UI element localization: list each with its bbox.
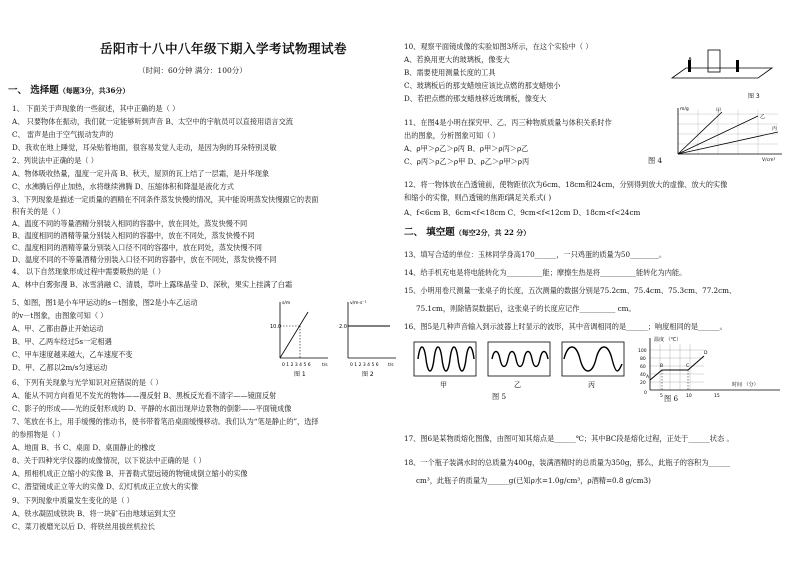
q10-stem: 10、观察平面镜成像的实验如图3所示，在这个实验中（ ） (404, 42, 593, 51)
q11-option: C、ρ丙＞ρ乙＞ρ甲 D、ρ乙＞ρ甲＞ρ丙 (404, 157, 530, 166)
q1-option: A、 只要物体在振动，我们就一定能够听到声音 B、太空中的宇航员可以直接用语言交流 (12, 117, 293, 126)
q3-option: A、温度不同的等量酒精分别装入相同的容器中，放在同处，蒸发快慢不同 (12, 219, 248, 228)
flame-icon (689, 58, 691, 61)
melting-curve (650, 356, 704, 380)
q11-stem: 出的图象，分析图象可知（ ） (404, 131, 500, 140)
fig2-y-tick: 2.0 (339, 324, 347, 330)
q10-option: A、若换用更大的玻璃板，像变大 (404, 55, 510, 64)
fig6-x-unit: 时间 （分） (732, 382, 759, 388)
exam-title: 岳阳市十八中八年级下期入学考试物理试卷 (100, 41, 348, 56)
fig6-point-label: C (686, 364, 690, 369)
fig6-y-tick: 20 (640, 381, 646, 386)
fig6-x-tick: 5 (660, 394, 663, 399)
q8-option: C、潜望镜成正立等大的实像 D、幻灯机成正立放大的实像 (12, 482, 199, 491)
q5-option: B、甲、乙两车经过5s一定相遇 (12, 337, 112, 346)
q3-option: B、温度相同的酒精等量分别装入相同的容器中，放在不同处，蒸发快慢不同 (12, 231, 255, 240)
q9-option: A、铁水凝固成铁块 B、将一块矿石由地球运到太空 (12, 509, 176, 518)
fig1-line (280, 312, 308, 358)
fig6-point-label: B (660, 364, 664, 369)
figure-3-mirror-setup (662, 38, 778, 102)
section-2-heading: 二、 填空题（每空2分，共 22 分） (404, 227, 531, 238)
fig6-x-tick: 15 (714, 394, 720, 399)
fig1-y-tick: 10.0 (270, 324, 282, 330)
fig1-x-ticks: 0 1 2 3 4 5 6 (282, 363, 311, 368)
q5-option: D、甲、乙都以2m/s匀速运动 (12, 363, 108, 372)
q6-option: A、能从不同方向看见不发光的物体——漫反射 B、黑板反光看不清字——镜面反射 (12, 391, 277, 400)
fig6-y-tick: 100 (638, 349, 647, 354)
wave-label: 甲 (440, 381, 447, 389)
waveform-bing (562, 342, 624, 389)
q17-stem: 17、图6是某物质熔化图像，由图可知其熔点是______℃；其中BC段是熔化过程，正处于______状态 。 (404, 434, 734, 443)
q6-stem: 6、下列有关现象与光学知识对应错误的是（ ） (12, 378, 163, 387)
q3-option: D、温度不同的不等量酒精分别装入口径不同的容器中，放在不同处，蒸发快慢不同 (12, 255, 277, 264)
q15-stem: 15、小明用卷尺测量一张桌子的长度，五次测量的数据分别是75.2cm、75.4cm、75.3cm、77.2cm、 (404, 286, 737, 295)
q3-option: C、温度相同的酒精等量分别装入口径不同的容器中，放在同处，蒸发快慢不同 (12, 243, 262, 252)
fig4-caption: 图 4 (648, 156, 663, 165)
q10-option: B、需要使用测量长度的工具 (404, 68, 496, 77)
q5-stem: 5、如图，图1是小车甲运动的s－t图象，图2是小车乙运动 (12, 298, 198, 307)
glass-plate (708, 50, 720, 72)
figure-5-waveforms (412, 340, 632, 390)
q12-stem: 12、将一物体放在凸透镜前，使物距依次为6cm、18cm和24cm，分别得到放大的虚像、放大的实像 (404, 180, 728, 189)
q8-option: A、照相机成正立缩小的实像 B、开普勒式望远镜的物镜成倒立缩小的实像 (12, 469, 248, 478)
fig6-point-label: A (646, 375, 650, 380)
q1-option: C、 雷声是由于空气振动发声的 (12, 130, 114, 139)
fig6-y-tick: 0 (644, 391, 647, 396)
fig1-y-unit: s/m (282, 301, 291, 306)
figure-6-melting-graph (632, 334, 784, 400)
fig6-y-tick: 60 (640, 365, 646, 370)
fig6-point-label: D (704, 351, 708, 356)
q10-option: C、玻璃板后的那支蜡烛应该比点燃的那支蜡烛小 (404, 81, 561, 90)
q3-stem: 3、下列现象是描述一定质量的酒精在不同条件蒸发快慢的情况，其中能说明蒸发快慢跟它的表面 (12, 195, 319, 204)
q1-option: D、我欢在地上睡觉，耳朵贴着地面，很容易发觉人走动，是因为狗的耳朵特别灵敏 (12, 143, 277, 152)
fig2-x-ticks: 0 1 2 3 4 5 6 (350, 363, 379, 368)
figure-4-mass-volume-graph (666, 104, 786, 166)
figure-2-graph (339, 300, 396, 378)
waveform-jia (414, 342, 476, 389)
series-line-bing (678, 132, 778, 154)
q6-option: C、影子的形成——光的反射形成的 D、平静的水面出现岸边景物的倒影——平面镜成像 (12, 404, 292, 413)
section-1-heading: 一、 选择题（每题3分，共36分） (8, 85, 130, 96)
q12-option: A、f<6cm B、6cm<f<18cm C、9cm<f<12cm D、18cm<f<24cm (404, 208, 641, 217)
exam-subtitle: （时间：60分钟 满分：100分） (138, 66, 247, 75)
q5-option: C、甲车速度越来越大，乙车速度不变 (12, 350, 133, 359)
series-label: 甲 (716, 108, 722, 114)
fig2-x-unit: t/s (388, 363, 394, 368)
candle-icon (688, 60, 691, 72)
q4-stem: 4、 以下自然现象形成过程中需要吸热的是（ ） (12, 267, 165, 276)
fig2-y-unit: v/m·s⁻¹ (350, 301, 367, 306)
q5-option: A、甲、乙都由静止开始运动 (12, 324, 104, 333)
q15-stem: 75.1cm，则除错误数据后，这张桌子的长度应记作__________ cm。 (416, 304, 636, 313)
q11-stem: 11、在图4是小明在探究甲、乙、丙三种物质质量与体积关系时作 (404, 118, 612, 127)
fig6-x-tick: 10 (686, 394, 692, 399)
q8-stem: 8、关于四种光学仪器的成像情况，以下说法中正确的是（ ） (12, 456, 206, 465)
q18-stem: 18、一个瓶子装满水时的总质量为400g，装满酒精时的总质量为350g，那么，此瓶子的容积为______ (404, 458, 731, 467)
fig1-caption: 图 1 (294, 371, 306, 378)
q9-option: C、菜刀被磨光以后 D、将铁丝用拔丝机拉长 (12, 522, 155, 531)
wave-label: 乙 (514, 381, 521, 389)
series-label: 乙 (760, 114, 766, 120)
q2-option: C、水沸腾后停止加热，水将继续沸腾 D、压缩体积和降温是液化方式 (12, 182, 234, 191)
series-label: 丙 (772, 126, 778, 132)
fig6-y-unit: 温度 （℃） (654, 337, 682, 343)
fig6-caption: 图 6 (664, 394, 679, 403)
q7-stem: 7、笔放在书上，用手缓慢的推动书，使书带着笔沿桌面缓慢移动。我们认为“笔是静止的”，选择 (12, 417, 319, 426)
figure-1-graph (270, 300, 328, 378)
q13-stem: 13、填写合适的单位：玉林同学身高170______，一只鸡蛋的质量为50________。 (404, 250, 667, 259)
q16-stem: 16、图5是几种声音输入到示波器上时显示的波形，其中音调相同的是______；响度相同的是______。 (404, 322, 727, 331)
q11-option: A、ρ甲＞ρ乙＞ρ丙 B、ρ甲＞ρ丙＞ρ乙 (404, 144, 529, 153)
fig4-y-unit: m/g (680, 107, 689, 112)
q3-stem: 积有关的是（ ） (12, 207, 65, 216)
q18-stem: cm³，此瓶子的质量为______g(已知ρ水=1.0g/cm³，ρ酒精=0.8 g/cm3) (416, 476, 651, 485)
fig2-caption: 图 2 (362, 371, 374, 378)
fig5-caption: 图 5 (492, 392, 507, 401)
series-line-jia (678, 112, 722, 154)
fig1-x-unit: t/s (322, 363, 328, 368)
q10-option: D、若把点燃的那支蜡烛移近玻璃板，像变大 (404, 94, 547, 103)
q2-stem: 2、列说法中正确的是（ ） (12, 156, 98, 165)
q14-stem: 14、给手机充电是将电能转化为__________能；摩擦生热是将__________能转化为内能。 (404, 268, 687, 277)
fig4-x-unit: V/cm³ (762, 158, 776, 163)
q4-option: A、林中白雾弥漫 B、冰雪消融 C、清晨，草叶上露珠晶莹 D、深秋，果实上挂满了白霜 (12, 280, 293, 289)
waveform-yi (488, 342, 550, 389)
q12-stem: 和缩小的实像，则凸透镜的焦距f满足关系式( ) (404, 193, 552, 202)
q7-stem: 的参照物是（ ） (12, 430, 65, 439)
q5-figures (270, 296, 400, 380)
candle-icon (736, 60, 739, 72)
wave-label: 丙 (588, 381, 595, 389)
fig6-y-tick: 80 (640, 357, 646, 362)
q7-option: A、地面 B、书 C、桌面 D、桌面静止的橡皮 (12, 443, 156, 452)
q1-stem: 1、 下面关于声现象的一些叙述，其中正确的是（ ） (12, 104, 180, 113)
q5-stem: 的v－t图象，由图象可知（ ） (12, 311, 108, 320)
q2-option: A、物体吸收热量，温度一定升高 B、秋天，屋顶的瓦上结了一层霜，是升华现象 (12, 169, 270, 178)
fig3-caption: 图 3 (748, 93, 760, 100)
fig6-y-tick: 40 (640, 373, 646, 378)
q9-stem: 9、下列现象中质量发生变化的是（ ） (12, 496, 134, 505)
